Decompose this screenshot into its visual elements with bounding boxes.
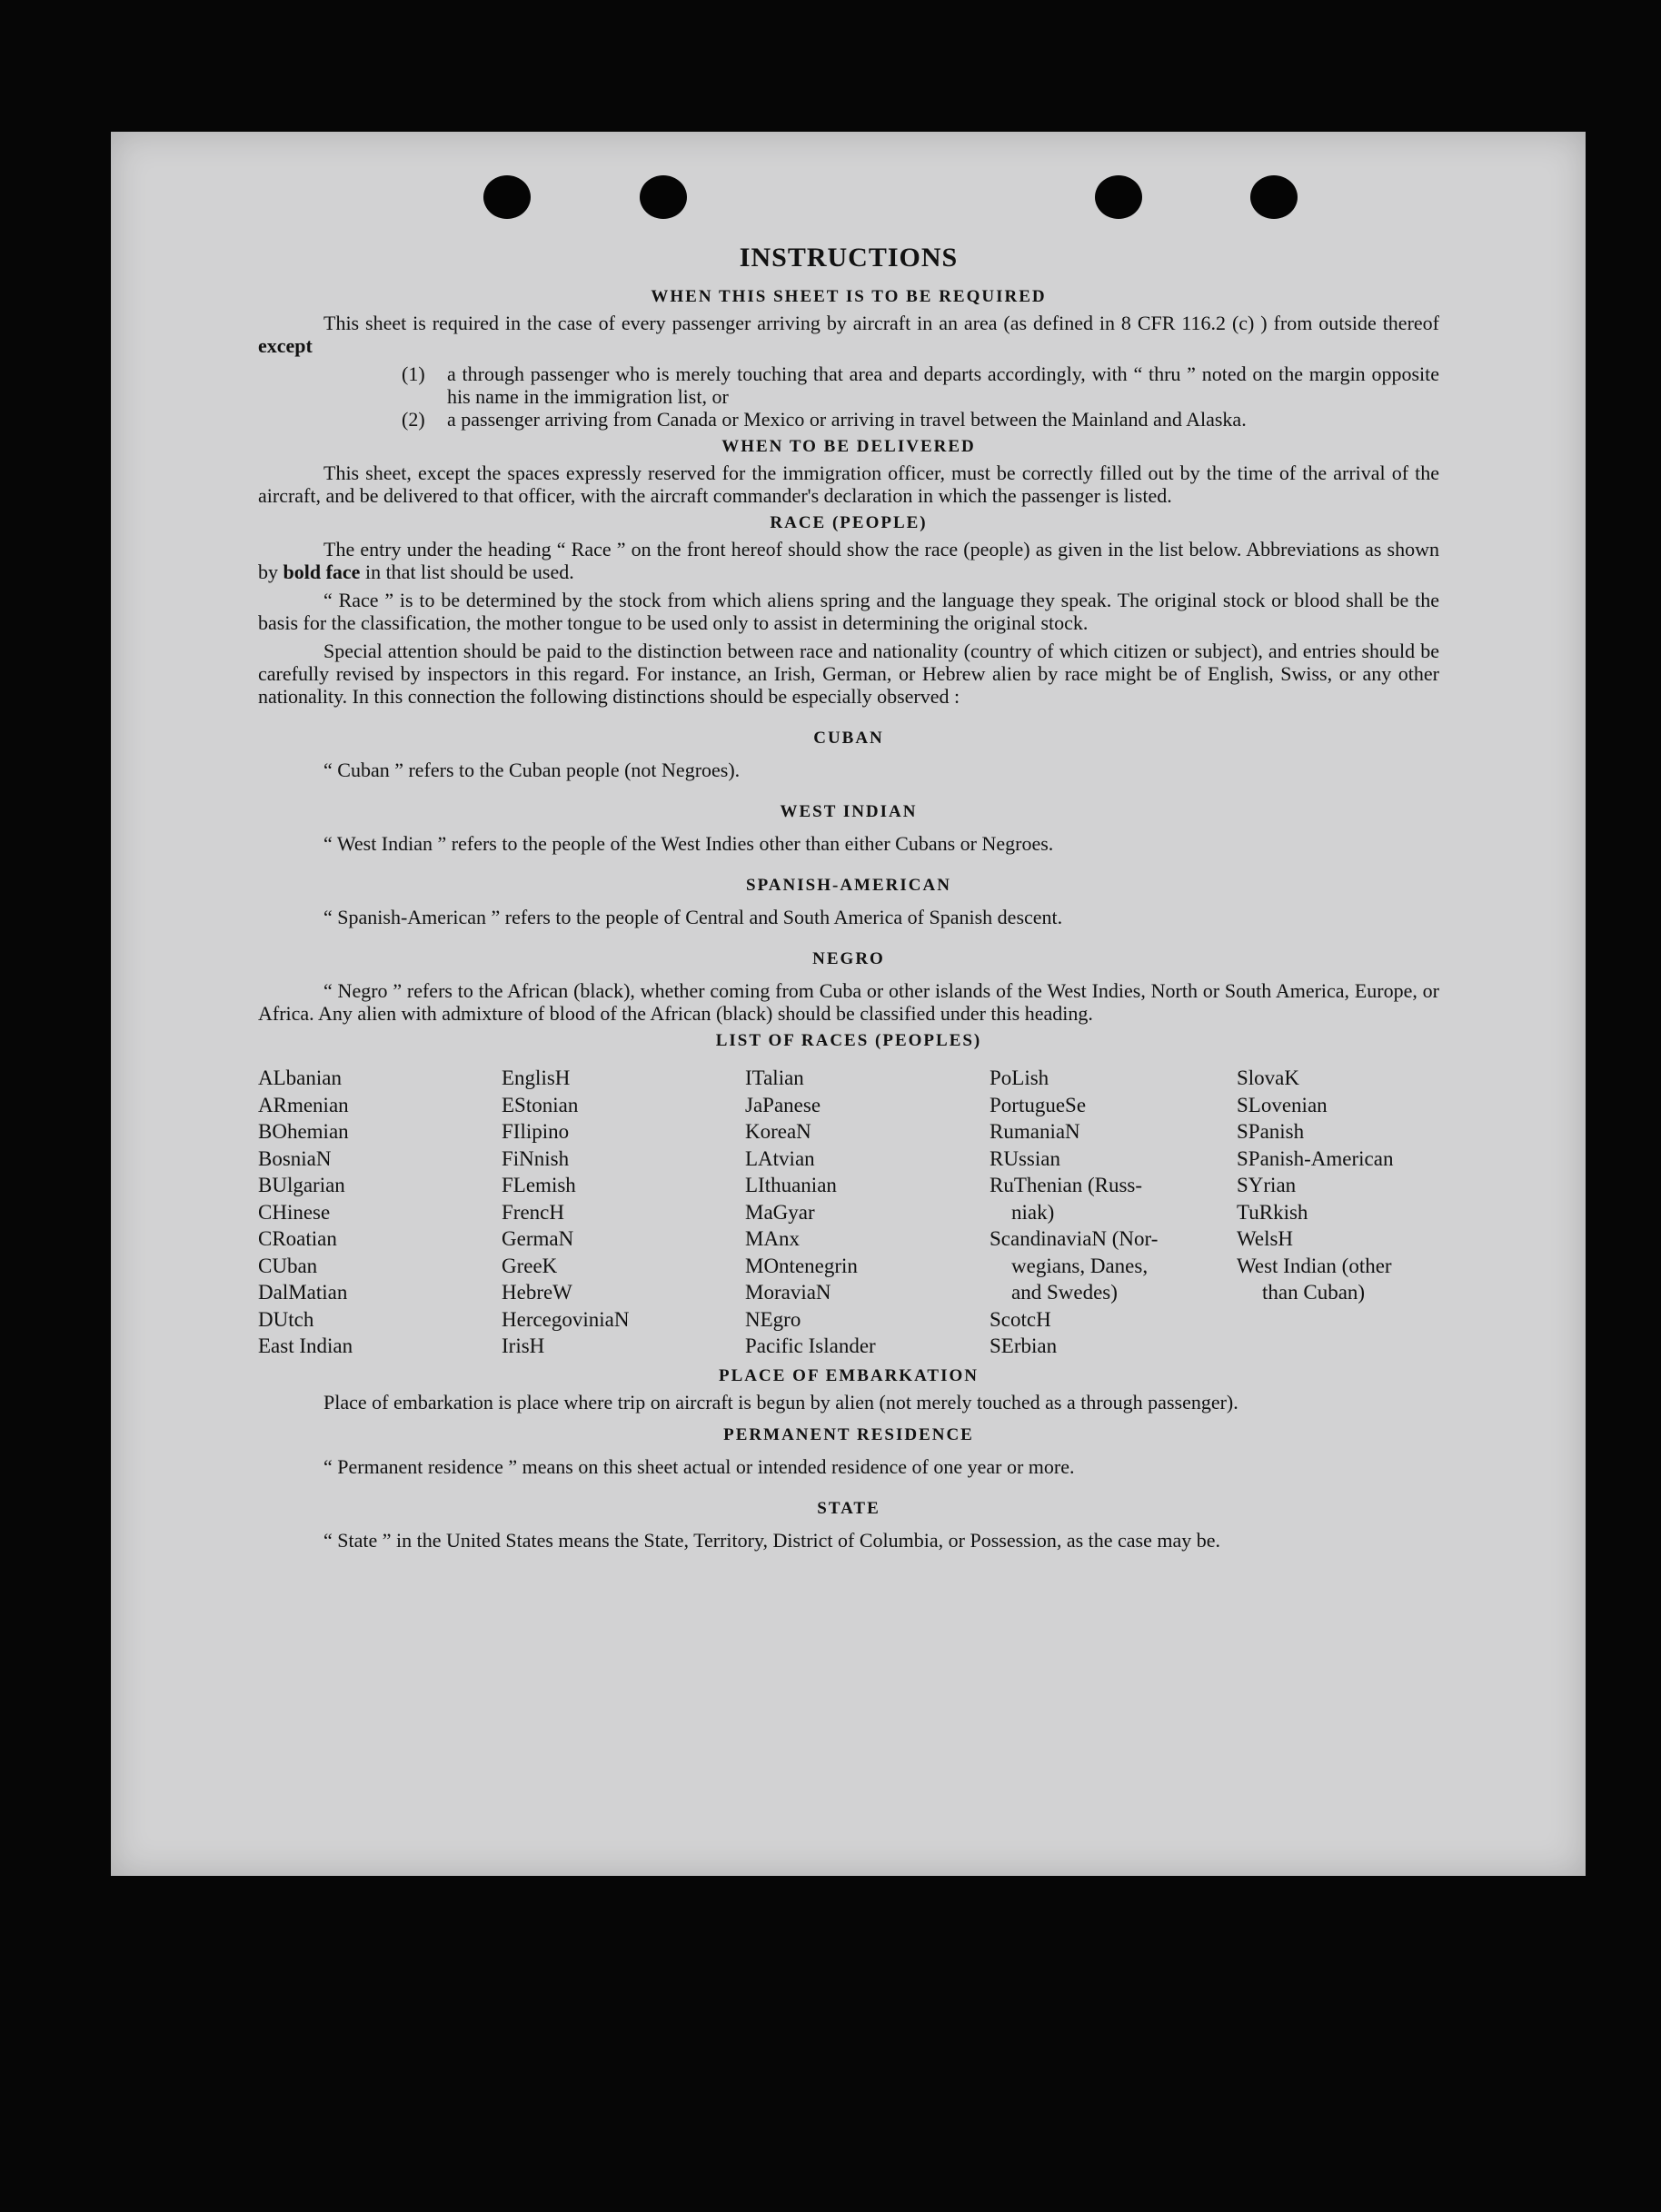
race-paragraph: Special attention should be paid to the distinction between race and nationality (country of which citizen or subject), and entries should be carefully revised by inspectors in this regard. For instance, an Irish, German, or Hebrew alien by race might be of English, Swiss, or any other nationality. In this connection the following distinctions should be especially observed : — [258, 640, 1439, 708]
race-item: MaGyar — [745, 1200, 815, 1224]
punch-hole — [1250, 175, 1298, 219]
race-item: niak) — [1011, 1200, 1055, 1224]
heading-cuban: CUBAN — [813, 729, 884, 748]
race-item: MoraviaN — [745, 1281, 831, 1304]
race-item: GermaN — [502, 1227, 574, 1250]
race-item: SYrian — [1237, 1174, 1297, 1196]
race-item: TuRkish — [1237, 1200, 1308, 1224]
when-required-text: This sheet is required in the case of every passenger arriving by aircraft in an area (as defined in 8 CFR 116.2 (c) ) from outside thereof except — [258, 312, 1439, 357]
exception-number: (1) — [402, 362, 425, 385]
race-item: than Cuban) — [1262, 1281, 1366, 1304]
race-item: ITalian — [745, 1066, 804, 1089]
race-item: RumaniaN — [990, 1120, 1080, 1143]
heading-negro: NEGRO — [812, 949, 885, 968]
negro-text: “ Negro ” refers to the African (black), whether coming from Cuba or other islands of the West Indies, North or South America, Europe, or Africa. Any alien with admixture of blood of the African (black) should be classified under this heading. — [258, 979, 1439, 1025]
punch-hole — [483, 175, 531, 219]
race-item: East Indian — [258, 1334, 353, 1357]
race-paragraph: The entry under the heading “ Race ” on the front hereof should show the race (people) as given in the list below. Abbreviations as shown by bold face in that list should be used. — [258, 538, 1439, 583]
race-item: Pacific Islander — [745, 1334, 876, 1357]
spanish-american-text: “ Spanish-American ” refers to the people of Central and South America of Spanish descent. — [323, 906, 1063, 928]
race-column — [258, 1065, 502, 1360]
race-item: DUtch — [258, 1307, 314, 1331]
heading-when-delivered: WHEN TO BE DELIVERED — [721, 437, 976, 456]
race-item: FLemish — [502, 1174, 576, 1196]
heading-state: STATE — [817, 1498, 880, 1518]
race-item: FIlipino — [502, 1120, 570, 1143]
heading-when-required: WHEN THIS SHEET IS TO BE REQUIRED — [651, 287, 1047, 306]
race-item: PoLish — [990, 1066, 1049, 1089]
exception-number: (2) — [402, 408, 425, 431]
race-item: West Indian (other — [1237, 1254, 1392, 1277]
punch-hole — [640, 175, 687, 219]
state-text: “ State ” in the United States means the State, Territory, District of Columbia, or Possession, as the case may be. — [323, 1528, 1221, 1552]
race-item: JaPanese — [745, 1093, 821, 1116]
race-item: KoreaN — [745, 1120, 811, 1143]
race-item: LIthuanian — [745, 1174, 837, 1196]
race-paragraph: “ Race ” is to be determined by the stock from which aliens spring and the language they speak. The original stock or blood shall be the basis for the classification, the mother tongue to be used only to assist in determining the original stock. — [258, 589, 1439, 634]
heading-spanish-american: SPANISH-AMERICAN — [746, 876, 951, 895]
permanent-residence-text: “ Permanent residence ” means on this sheet actual or intended residence of one year or more. — [323, 1454, 1075, 1478]
heading-race: RACE (PEOPLE) — [770, 513, 928, 532]
race-item: SPanish-American — [1237, 1146, 1394, 1170]
race-item: SLovenian — [1237, 1093, 1328, 1116]
race-item: and Swedes) — [1011, 1281, 1118, 1304]
race-item: SErbian — [990, 1334, 1058, 1357]
race-item: RuThenian (Russ- — [990, 1174, 1143, 1196]
exception-text: a passenger arriving from Canada or Mexico or arriving in travel between the Mainland and Alaska. — [447, 408, 1247, 431]
race-item: BosniaN — [258, 1146, 332, 1170]
race-item: BUlgarian — [258, 1174, 345, 1196]
race-item: ScandinaviaN (Nor- — [990, 1227, 1159, 1250]
heading-permanent-residence: PERMANENT RESIDENCE — [723, 1424, 974, 1444]
race-item: CUban — [258, 1254, 318, 1277]
race-list — [258, 1065, 1439, 1360]
race-column — [990, 1065, 1237, 1360]
race-item: SlovaK — [1237, 1066, 1299, 1089]
race-item: MAnx — [745, 1227, 801, 1250]
race-item: MOntenegrin — [745, 1254, 858, 1277]
race-item: LAtvian — [745, 1146, 815, 1170]
race-item: HercegoviniaN — [502, 1307, 630, 1331]
race-item: WelsH — [1237, 1227, 1294, 1250]
race-item: HebreW — [502, 1281, 572, 1304]
exception-item — [402, 408, 1439, 431]
race-item: NEgro — [745, 1307, 801, 1331]
race-item: BOhemian — [258, 1120, 349, 1143]
document-sheet — [111, 132, 1586, 1876]
race-item: FiNnish — [502, 1146, 570, 1170]
race-item: ALbanian — [258, 1066, 342, 1089]
heading-west-indian: WEST INDIAN — [780, 802, 918, 821]
place-of-embarkation-text: Place of embarkation is place where trip on aircraft is begun by alien (not merely touched as a through passenger). — [323, 1390, 1238, 1413]
instructions-content — [258, 243, 1439, 1557]
race-item: ScotcH — [990, 1307, 1051, 1331]
page-title: INSTRUCTIONS — [739, 243, 959, 273]
race-column — [745, 1065, 990, 1360]
race-item: FrencH — [502, 1200, 564, 1224]
exception-text: a through passenger who is merely touching that area and departs accordingly, with “ thru ” noted on the margin opposite his name in the immigration list, or — [447, 362, 1439, 408]
race-item: wegians, Danes, — [1011, 1254, 1149, 1277]
heading-list-of-races: LIST OF RACES (PEOPLES) — [715, 1031, 982, 1050]
race-item: IrisH — [502, 1334, 545, 1357]
race-item: ARmenian — [258, 1093, 349, 1116]
race-item: DalMatian — [258, 1281, 348, 1304]
when-delivered-text: This sheet, except the spaces expressly reserved for the immigration officer, must be correctly filled out by the time of the arrival of the aircraft, and be delivered to that officer, with the aircraft commander's declaration in which the passenger is listed. — [258, 461, 1439, 507]
race-item: GreeK — [502, 1254, 558, 1277]
race-item: CRoatian — [258, 1227, 337, 1250]
exception-item — [402, 362, 1439, 408]
race-item: CHinese — [258, 1200, 331, 1224]
cuban-text: “ Cuban ” refers to the Cuban people (not Negroes). — [323, 759, 741, 781]
race-item: RUssian — [990, 1146, 1060, 1170]
race-item: EStonian — [502, 1093, 579, 1116]
race-item: PortugueSe — [990, 1093, 1087, 1116]
punch-hole — [1095, 175, 1142, 219]
race-item: SPanish — [1237, 1120, 1305, 1143]
race-column — [502, 1065, 745, 1360]
race-item: EnglisH — [502, 1066, 571, 1089]
race-column — [1237, 1065, 1439, 1360]
west-indian-text: “ West Indian ” refers to the people of the West Indies other than either Cubans or Negroes. — [323, 832, 1054, 855]
heading-place-of-embarkation: PLACE OF EMBARKATION — [719, 1365, 979, 1385]
